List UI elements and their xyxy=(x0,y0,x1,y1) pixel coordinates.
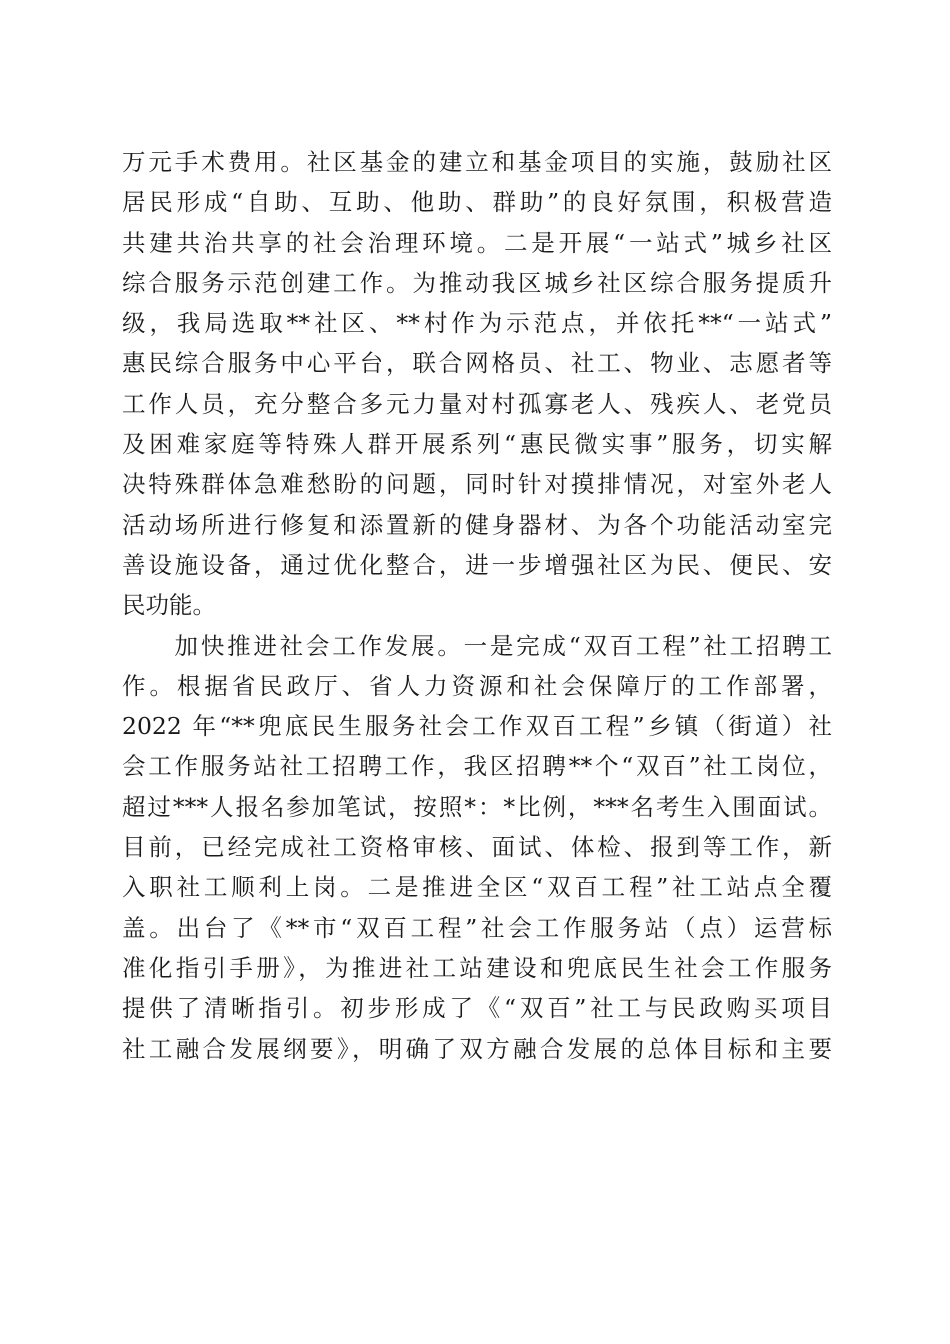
paragraph-social-work xyxy=(122,626,832,1069)
text-line: 民功能。 xyxy=(122,591,216,620)
text-line: 提供了清晰指引。初步形成了《“双百”社工与民政购买项目 xyxy=(122,994,832,1023)
text-line: 活动场所进行修复和添置新的健身器材、为各个功能活动室完 xyxy=(122,510,832,539)
text-line: 居民形成“自助、互助、他助、群助”的良好氛围，积极营造 xyxy=(122,188,832,217)
text-line: 作。根据省民政厅、省人力资源和社会保障厅的工作部署， xyxy=(122,671,832,700)
text-line: 超过***人报名参加笔试，按照*：*比例，***名考生入围面试。 xyxy=(122,792,832,821)
text-line: 共建共治共享的社会治理环境。二是开展“一站式”城乡社区 xyxy=(122,228,832,257)
text-line: 准化指引手册》，为推进社工站建设和兜底民生社会工作服务 xyxy=(122,953,832,982)
text-line: 善设施设备，通过优化整合，进一步增强社区为民、便民、安 xyxy=(122,550,832,579)
text-line: 万元手术费用。社区基金的建立和基金项目的实施，鼓励社区 xyxy=(122,148,832,176)
text-line: 盖。出台了《**市“双百工程”社会工作服务站（点）运营标 xyxy=(122,913,832,942)
text-line: 惠民综合服务中心平台，联合网格员、社工、物业、志愿者等 xyxy=(122,349,832,378)
document-body xyxy=(122,142,832,1069)
text-line: 会工作服务站社工招聘工作，我区招聘**个“双百”社工岗位， xyxy=(122,752,832,781)
text-line: 级，我局选取**社区、**村作为示范点，并依托**“一站式” xyxy=(122,309,832,338)
text-line: 及困难家庭等特殊人群开展系列“惠民微实事”服务，切实解 xyxy=(122,430,832,459)
text-line: 2022 年“**兜底民生服务社会工作双百工程”乡镇（街道）社 xyxy=(122,712,832,741)
text-line: 加快推进社会工作发展。一是完成“双百工程”社工招聘工 xyxy=(122,631,832,660)
text-line: 综合服务示范创建工作。为推动我区城乡社区综合服务提质升 xyxy=(122,268,832,297)
text-line: 目前，已经完成社工资格审核、面试、体检、报到等工作，新 xyxy=(122,833,832,862)
paragraph-community-services xyxy=(122,142,832,626)
text-line: 社工融合发展纲要》，明确了双方融合发展的总体目标和主要 xyxy=(122,1034,832,1063)
text-line: 入职社工顺利上岗。二是推进全区“双百工程”社工站点全覆 xyxy=(122,873,832,902)
text-line: 决特殊群体急难愁盼的问题，同时针对摸排情况，对室外老人 xyxy=(122,470,832,499)
text-line: 工作人员，充分整合多元力量对村孤寡老人、残疾人、老党员 xyxy=(122,389,832,418)
